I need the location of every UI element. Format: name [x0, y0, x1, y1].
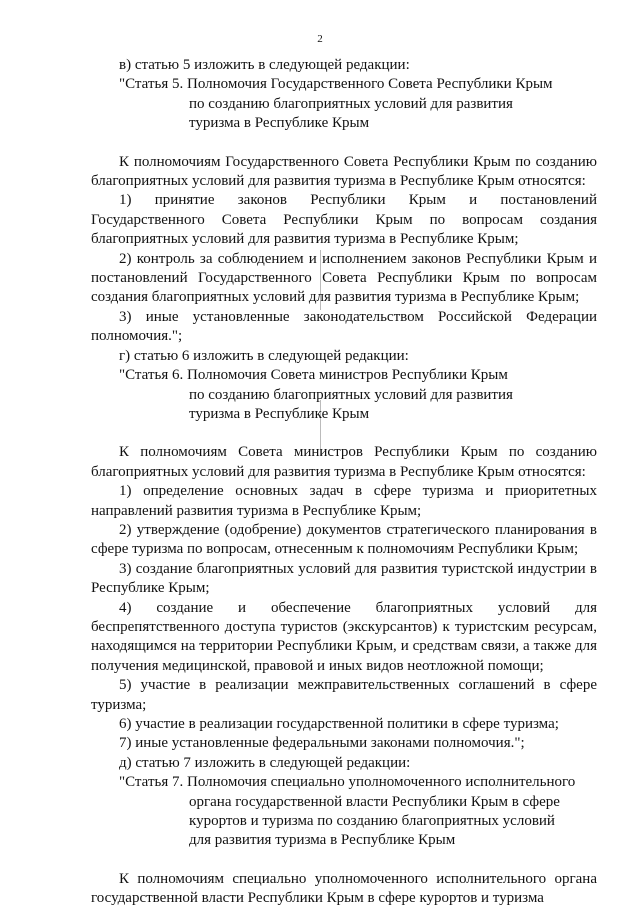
- paragraph: 1) определение основных задач в сфере туризма и приоритетных направлений развития туризма в Республике Крым;: [91, 483, 597, 519]
- article-title-continuation: по созданию благоприятных условий для развития: [189, 386, 513, 403]
- page-number: 2: [317, 33, 323, 45]
- article-heading: [91, 773, 597, 851]
- article-title-line: "Статья 7. Полномочия специально уполномоченного исполнительного: [119, 774, 576, 791]
- paragraph: г) статью 6 изложить в следующей редакции:: [119, 347, 409, 364]
- article-heading: [91, 366, 597, 424]
- paragraph: 3) создание благоприятных условий для развития туристской индустрии в Республике Крым;: [91, 560, 597, 597]
- paragraph: К полномочиям специально уполномоченного исполнительного органа государственной власти Республики Крым в сфере курортов и туризма: [91, 870, 597, 907]
- article-title-line: "Статья 5. Полномочия Государственного Совета Республики Крым: [119, 76, 553, 93]
- article-title-continuation: по созданию благоприятных условий для развития: [189, 95, 513, 112]
- paragraph: 7) иные установленные федеральными законами полномочия.";: [119, 735, 525, 752]
- paragraph: 2) утверждение (одобрение) документов стратегического планирования в сфере туризма по вопросам, отнесенным к полномочиям Республики Крым;: [91, 521, 597, 558]
- paragraph: в) статью 5 изложить в следующей редакции:: [119, 57, 410, 73]
- article-title-continuation: туризма в Республике Крым: [189, 115, 370, 132]
- paragraph: 5) участие в реализации межправительственных соглашений в сфере туризма;: [91, 677, 597, 713]
- paragraph: 1) принятие законов Республики Крым и постановлений Государственного Совета Республики Крым по вопросам создания благоприятных условий для развития туризма в Республике Крым;: [91, 192, 597, 248]
- paragraph: 4) создание и обеспечение благоприятных условий для беспрепятственного доступа туристов (экскурсантов) к туристским ресурсам, находящимся на территории Республики Крым, и средствам связи, а также для получения медицинской, правовой и иных видов неотложной помощи;: [91, 599, 597, 674]
- article-title-continuation: курортов и туризма по созданию благоприятных условий: [189, 813, 555, 830]
- article-title-line: "Статья 6. Полномочия Совета министров Республики Крым: [119, 367, 508, 384]
- document-body: [91, 56, 597, 909]
- paragraph: 2) контроль за соблюдением и исполнением законов Республики Крым и постановлений Государственного Совета Республики Крым по вопросам создания благоприятных условий для развития туризма в Республике Крым;: [91, 250, 597, 306]
- article-title-continuation: туризма в Республике Крым: [189, 405, 370, 422]
- paragraph: 3) иные установленные законодательством Российской Федерации полномочия.";: [91, 308, 597, 345]
- paragraph: 6) участие в реализации государственной политики в сфере туризма;: [119, 716, 559, 732]
- paragraph: д) статью 7 изложить в следующей редакции:: [119, 754, 411, 771]
- paragraph-gap: [91, 851, 597, 870]
- paragraph: К полномочиям Совета министров Республики Крым по созданию благоприятных условий для развития туризма в Республике Крым относятся:: [91, 444, 597, 480]
- article-title-continuation: органа государственной власти Республики Крым в сфере: [189, 793, 560, 810]
- paragraph-gap: [91, 134, 597, 153]
- article-title-continuation: для развития туризма в Республике Крым: [189, 832, 456, 849]
- article-heading: [91, 75, 597, 133]
- paragraph-gap: [91, 424, 597, 443]
- paragraph: К полномочиям Государственного Совета Республики Крым по созданию благоприятных условий для развития туризма в Республике Крым относятся:: [91, 153, 597, 190]
